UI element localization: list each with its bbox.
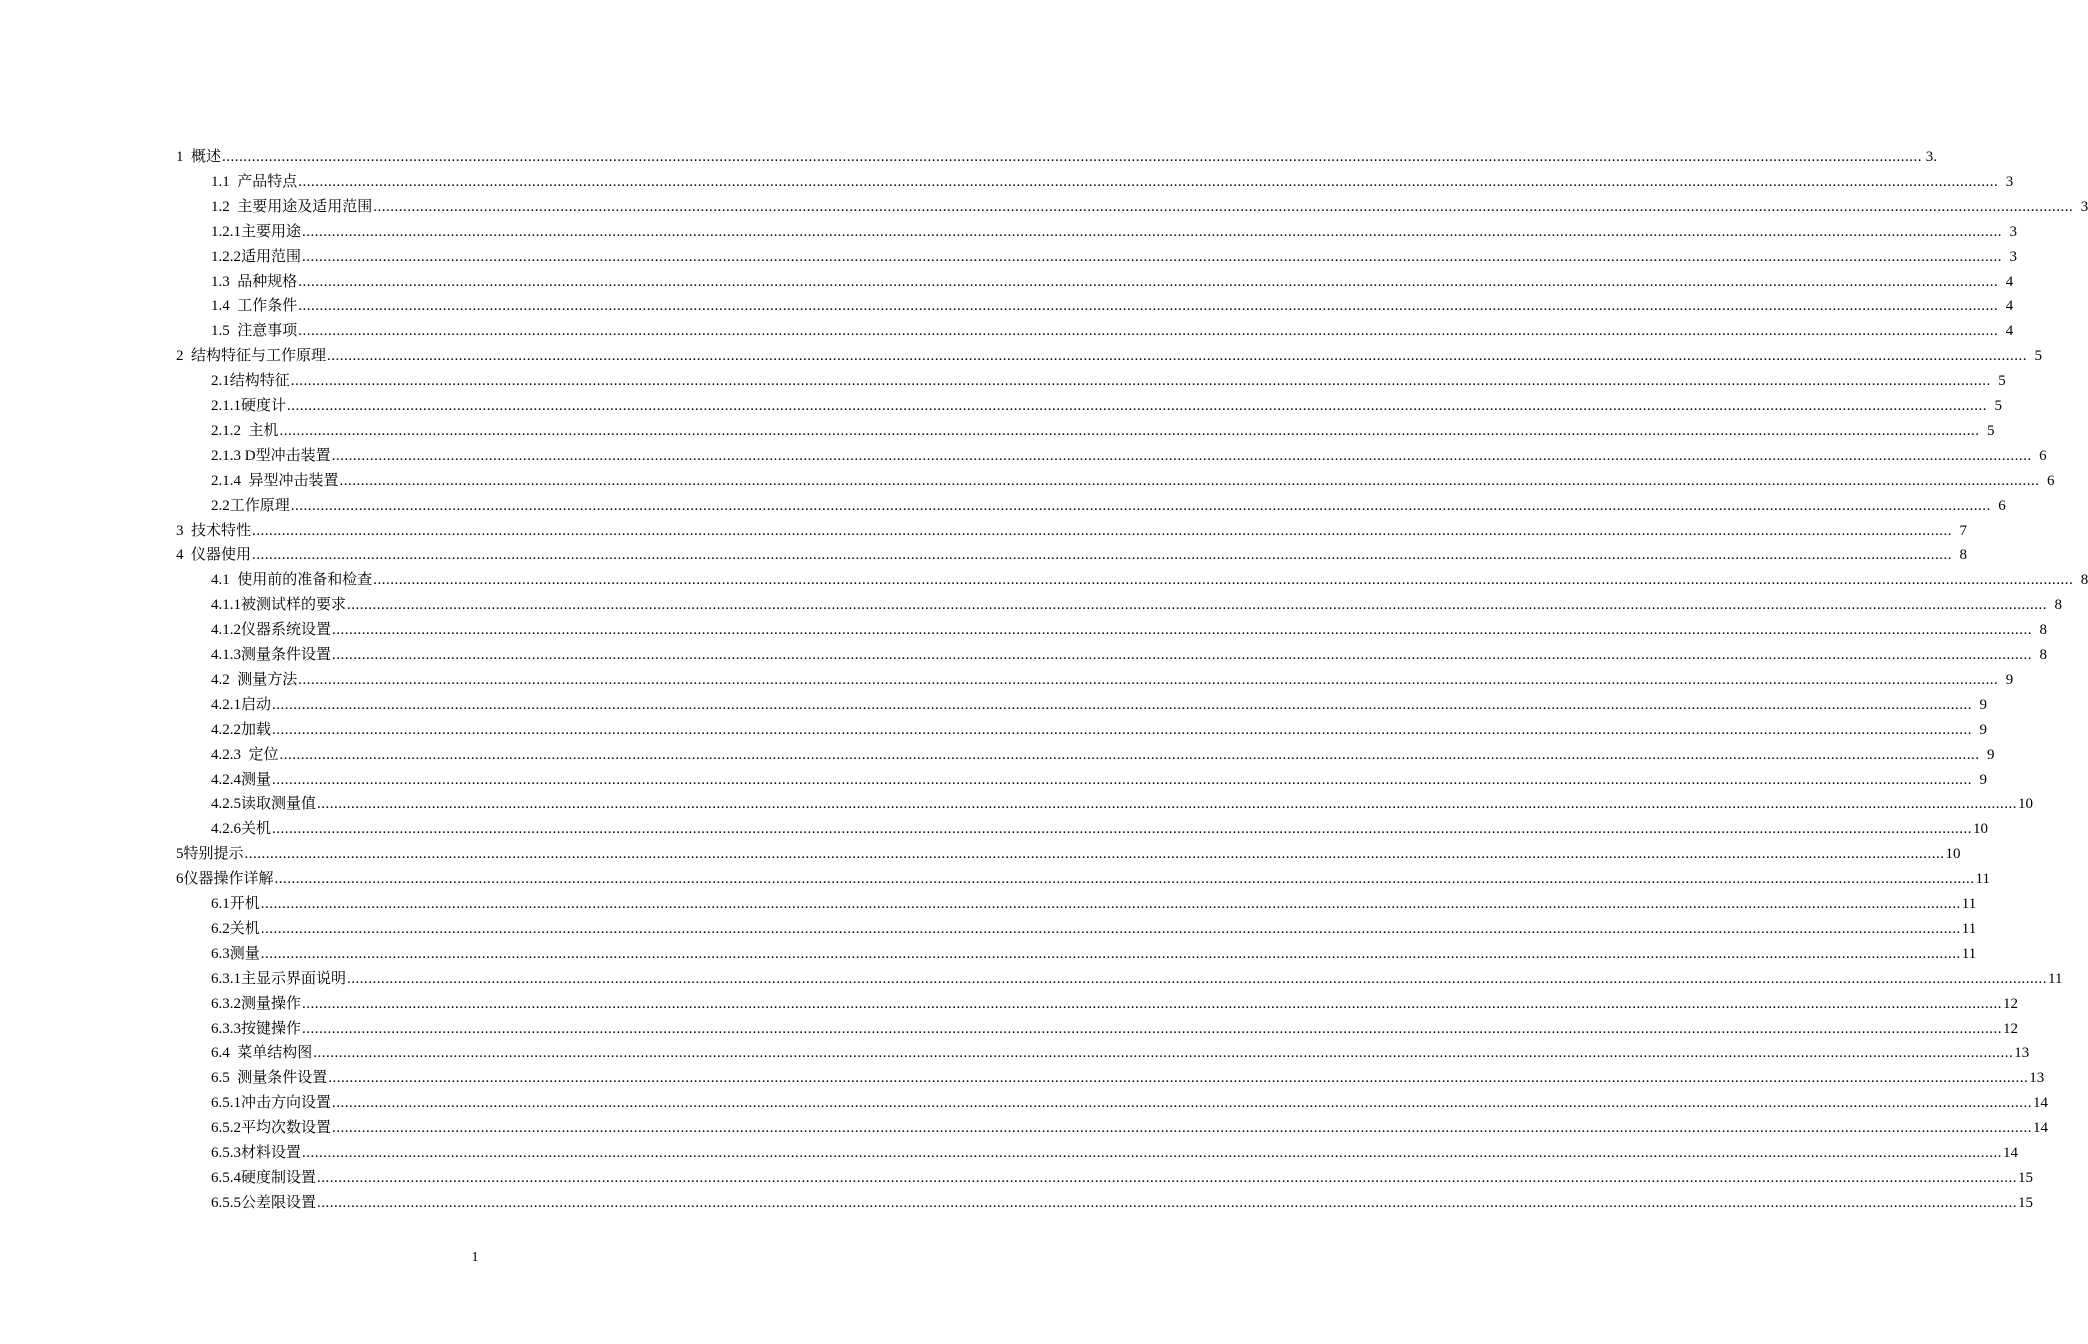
toc-entry[interactable] xyxy=(211,241,2018,266)
toc-entry-title: 2.1.3 D型冲击装置 xyxy=(211,447,331,464)
toc-entry-page: 4 xyxy=(2005,298,2014,315)
toc-entry-page: 14 xyxy=(2033,1120,2049,1137)
toc-entry[interactable] xyxy=(211,739,1995,764)
toc-entry-title: 6.3.2测量操作 xyxy=(211,995,302,1012)
toc-entry[interactable] xyxy=(211,390,2003,415)
toc-entry[interactable] xyxy=(176,340,2043,365)
toc-dot-leader: ................................................................................................................................................................................................................................................................................................................................................................................................................ xyxy=(332,647,2033,663)
toc-dot-leader: ................................................................................................................................................................................................................................................................................................................................................................................................................ xyxy=(347,970,2048,987)
toc-entry-title: 2.1结构特征 xyxy=(211,373,290,390)
toc-entry-page: 8 xyxy=(2080,572,2088,589)
toc-entry-title: 6.5.1冲击方向设置 xyxy=(211,1095,332,1112)
toc-entry-page: 15 xyxy=(2018,1169,2034,1186)
toc-entry-title: 2 结构特征与工作原理 xyxy=(176,348,327,365)
toc-entry-page: 10 xyxy=(2018,796,2034,813)
toc-entry-page: 3 xyxy=(2005,173,2014,190)
toc-entry-page: 9 xyxy=(1987,746,1995,763)
toc-dot-leader: ................................................................................................................................................................................................................................................................................................................................................................................................................ xyxy=(317,796,2018,813)
toc-entry-title: 2.1.1硬度计 xyxy=(211,398,287,414)
toc-dot-leader: ................................................................................................................................................................................................................................................................................................................................................................................................................ xyxy=(302,248,2003,265)
toc-entry-page: 12 xyxy=(2003,995,2019,1012)
toc-entry-title: 1.5 注意事项 xyxy=(211,323,298,340)
toc-entry-page: 13 xyxy=(2014,1045,2030,1062)
toc-dot-leader: ................................................................................................................................................................................................................................................................................................................................................................................................................ xyxy=(373,572,2074,589)
toc-entry[interactable] xyxy=(211,216,2018,241)
toc-entry[interactable] xyxy=(211,888,1977,913)
toc-entry[interactable] xyxy=(211,1087,2049,1112)
toc-entry-title: 6.5 测量条件设置 xyxy=(211,1070,328,1087)
toc-entry-page: 11 xyxy=(1961,920,1977,937)
toc-entry-title: 2.1.2 主机 xyxy=(211,422,279,439)
toc-entry-page: 4 xyxy=(2005,323,2014,340)
toc-entry[interactable] xyxy=(176,515,1968,540)
toc-entry-page: 3. xyxy=(1925,149,1938,165)
toc-entry-title: 5特别提示 xyxy=(176,846,244,863)
toc-dot-leader: ................................................................................................................................................................................................................................................................................................................................................................................................................ xyxy=(287,398,1988,414)
toc-dot-leader: ................................................................................................................................................................................................................................................................................................................................................................................................................ xyxy=(252,547,1953,564)
toc-entry-page: 15 xyxy=(2018,1194,2034,1211)
toc-dot-leader: ................................................................................................................................................................................................................................................................................................................................................................................................................ xyxy=(279,422,1980,439)
toc-entry-page: 14 xyxy=(2003,1145,2019,1161)
toc-entry-title: 4.2.1启动 xyxy=(211,696,272,713)
toc-dot-leader: ................................................................................................................................................................................................................................................................................................................................................................................................................ xyxy=(298,173,1999,190)
toc-entry-page: 3 xyxy=(2009,223,2018,240)
toc-entry-title: 2.1.4 异型冲击装置 xyxy=(211,472,339,489)
toc-entry[interactable] xyxy=(211,963,2063,988)
toc-dot-leader: ................................................................................................................................................................................................................................................................................................................................................................................................................ xyxy=(260,945,1961,962)
toc-entry[interactable] xyxy=(211,813,1989,838)
toc-dot-leader: ................................................................................................................................................................................................................................................................................................................................................................................................................ xyxy=(298,273,1999,290)
toc-entry-page: 8 xyxy=(2039,622,2048,639)
toc-entry[interactable] xyxy=(211,440,2047,465)
toc-entry[interactable] xyxy=(211,664,2014,689)
toc-entry-title: 1.2.1主要用途 xyxy=(211,223,302,240)
toc-entry-title: 4.2.3 定位 xyxy=(211,746,279,763)
toc-entry-title: 6.2关机 xyxy=(211,920,260,937)
toc-entry-title: 4.2.5读取测量值 xyxy=(211,796,317,813)
toc-entry[interactable] xyxy=(211,1037,2030,1062)
toc-entry[interactable] xyxy=(211,1112,2049,1137)
toc-entry-page: 6 xyxy=(2039,447,2047,464)
toc-dot-leader: ................................................................................................................................................................................................................................................................................................................................................................................................................ xyxy=(339,472,2040,489)
toc-dot-leader: ................................................................................................................................................................................................................................................................................................................................................................................................................ xyxy=(373,198,2074,215)
toc-dot-leader: ................................................................................................................................................................................................................................................................................................................................................................................................................ xyxy=(222,149,1923,165)
toc-entry-title: 1 概述 xyxy=(176,149,222,165)
toc-entry-page: 3 xyxy=(2080,198,2088,215)
toc-dot-leader: ................................................................................................................................................................................................................................................................................................................................................................................................................ xyxy=(328,1070,2029,1087)
toc-entry-page: 6 xyxy=(2047,472,2055,489)
toc-entry-page: 11 xyxy=(1961,945,1977,962)
toc-entry[interactable] xyxy=(176,863,1990,888)
toc-entry[interactable] xyxy=(211,1162,2034,1187)
toc-entry-page: 5 xyxy=(1994,398,2003,414)
toc-entry-title: 4.2 测量方法 xyxy=(211,671,298,688)
toc-entry-title: 6.3.3按键操作 xyxy=(211,1020,302,1037)
toc-entry-page: 7 xyxy=(1959,522,1968,539)
toc-dot-leader: ................................................................................................................................................................................................................................................................................................................................................................................................................ xyxy=(244,846,1945,863)
toc-entry-page: 8 xyxy=(2054,597,2063,614)
toc-entry-title: 6.5.5公差限设置 xyxy=(211,1194,317,1211)
toc-entry[interactable] xyxy=(211,166,2014,191)
toc-dot-leader: ................................................................................................................................................................................................................................................................................................................................................................................................................ xyxy=(298,671,1999,688)
toc-entry-page: 6 xyxy=(1998,497,2006,514)
toc-entry-title: 6.5.2平均次数设置 xyxy=(211,1120,332,1137)
toc-dot-leader: ................................................................................................................................................................................................................................................................................................................................................................................................................ xyxy=(290,497,1991,514)
toc-dot-leader: ................................................................................................................................................................................................................................................................................................................................................................................................................ xyxy=(302,995,2003,1012)
toc-entry-page: 10 xyxy=(1945,846,1961,863)
toc-dot-leader: ................................................................................................................................................................................................................................................................................................................................................................................................................ xyxy=(332,622,2033,639)
toc-entry-title: 6.3.1主显示界面说明 xyxy=(211,970,347,987)
toc-dot-leader: ................................................................................................................................................................................................................................................................................................................................................................................................................ xyxy=(302,1020,2003,1037)
toc-dot-leader: ................................................................................................................................................................................................................................................................................................................................................................................................................ xyxy=(327,348,2028,365)
toc-entry-title: 1.2.2适用范围 xyxy=(211,248,302,265)
toc-entry[interactable] xyxy=(211,290,2014,315)
toc-dot-leader: ................................................................................................................................................................................................................................................................................................................................................................................................................ xyxy=(331,447,2032,464)
toc-dot-leader: ................................................................................................................................................................................................................................................................................................................................................................................................................ xyxy=(298,323,1999,340)
toc-entry-page: 9 xyxy=(1979,771,1988,788)
toc-dot-leader: ................................................................................................................................................................................................................................................................................................................................................................................................................ xyxy=(332,1095,2033,1112)
toc-entry-page: 12 xyxy=(2003,1020,2019,1037)
toc-entry[interactable] xyxy=(211,1137,2019,1162)
toc-entry[interactable] xyxy=(211,1013,2019,1038)
toc-entry[interactable] xyxy=(211,415,1995,440)
toc-entry[interactable] xyxy=(211,589,2063,614)
toc-entry-page: 4 xyxy=(2005,273,2014,290)
toc-dot-leader: ................................................................................................................................................................................................................................................................................................................................................................................................................ xyxy=(260,896,1961,912)
toc-entry-title: 2.2工作原理 xyxy=(211,497,290,514)
toc-entry[interactable] xyxy=(211,191,2088,216)
toc-dot-leader: ................................................................................................................................................................................................................................................................................................................................................................................................................ xyxy=(332,1120,2033,1137)
toc-entry-page: 11 xyxy=(2048,970,2063,987)
toc-dot-leader: ................................................................................................................................................................................................................................................................................................................................................................................................................ xyxy=(272,721,1973,738)
toc-entry-page: 9 xyxy=(1979,696,1988,713)
page-number: 1 xyxy=(471,1250,479,1265)
toc-entry-page: 8 xyxy=(2039,647,2048,663)
toc-entry[interactable] xyxy=(211,1187,2034,1212)
toc-entry-page: 13 xyxy=(2029,1070,2045,1087)
toc-entry-page: 11 xyxy=(1961,896,1977,912)
toc-entry[interactable] xyxy=(211,465,2055,490)
toc-entry[interactable] xyxy=(211,266,2014,291)
toc-entry[interactable] xyxy=(211,788,2034,813)
toc-entry[interactable] xyxy=(211,639,2048,664)
toc-entry[interactable] xyxy=(211,490,2006,515)
toc-entry[interactable] xyxy=(211,913,1977,938)
toc-dot-leader: ................................................................................................................................................................................................................................................................................................................................................................................................................ xyxy=(272,696,1973,713)
toc-dot-leader: ................................................................................................................................................................................................................................................................................................................................................................................................................ xyxy=(274,871,1975,888)
toc-dot-leader: ................................................................................................................................................................................................................................................................................................................................................................................................................ xyxy=(347,597,2048,614)
toc-entry-title: 6.5.4硬度制设置 xyxy=(211,1169,317,1186)
toc-entry-title: 6.4 菜单结构图 xyxy=(211,1045,313,1062)
toc-entry-page: 9 xyxy=(1979,721,1988,738)
toc-entry-title: 4.2.2加载 xyxy=(211,721,272,738)
toc-entry[interactable] xyxy=(211,1062,2045,1087)
toc-entry-title: 4.1.3测量条件设置 xyxy=(211,647,332,663)
toc-dot-leader: ................................................................................................................................................................................................................................................................................................................................................................................................................ xyxy=(279,746,1980,763)
toc-entry-title: 6.1开机 xyxy=(211,896,260,912)
toc-entry-title: 4.1 使用前的准备和检查 xyxy=(211,572,373,589)
toc-entry-title: 4.2.4测量 xyxy=(211,771,272,788)
toc-dot-leader: ................................................................................................................................................................................................................................................................................................................................................................................................................ xyxy=(302,223,2003,240)
toc-entry-title: 6.3测量 xyxy=(211,945,260,962)
toc-entry[interactable] xyxy=(211,564,2088,589)
toc-entry-page: 3 xyxy=(2009,248,2018,265)
toc-entry-page: 11 xyxy=(1975,871,1990,888)
toc-dot-leader: ................................................................................................................................................................................................................................................................................................................................................................................................................ xyxy=(298,298,1999,315)
toc-entry-page: 5 xyxy=(2034,348,2043,365)
toc-entry-title: 4.1.1被测试样的要求 xyxy=(211,597,347,614)
toc-entry[interactable] xyxy=(176,838,1961,863)
toc-entry-title: 3 技术特性 xyxy=(176,522,252,539)
toc-entry-title: 4.1.2仪器系统设置 xyxy=(211,622,332,639)
toc-entry-title: 1.2 主要用途及适用范围 xyxy=(211,198,373,215)
toc-entry-title: 1.4 工作条件 xyxy=(211,298,298,315)
toc-dot-leader: ................................................................................................................................................................................................................................................................................................................................................................................................................ xyxy=(272,821,1973,838)
toc-entry[interactable] xyxy=(211,689,1988,714)
toc-entry[interactable] xyxy=(176,539,1968,564)
toc-dot-leader: ................................................................................................................................................................................................................................................................................................................................................................................................................ xyxy=(317,1169,2018,1186)
toc-entry-page: 10 xyxy=(1973,821,1989,838)
toc-dot-leader: ................................................................................................................................................................................................................................................................................................................................................................................................................ xyxy=(317,1194,2018,1211)
toc-entry-page: 5 xyxy=(1998,373,2006,390)
toc-dot-leader: ................................................................................................................................................................................................................................................................................................................................................................................................................ xyxy=(272,771,1973,788)
toc-entry-title: 4.2.6关机 xyxy=(211,821,272,838)
toc-entry-title: 6.5.3材料设置 xyxy=(211,1145,302,1161)
toc-entry-title: 1.3 品种规格 xyxy=(211,273,298,290)
toc-entry[interactable] xyxy=(176,141,1938,166)
toc-entry[interactable] xyxy=(211,714,1988,739)
toc-entry-title: 1.1 产品特点 xyxy=(211,173,298,190)
toc-entry-page: 14 xyxy=(2033,1095,2049,1112)
toc-entry-page: 5 xyxy=(1987,422,1995,439)
toc-dot-leader: ................................................................................................................................................................................................................................................................................................................................................................................................................ xyxy=(290,373,1991,390)
toc-dot-leader: ................................................................................................................................................................................................................................................................................................................................................................................................................ xyxy=(313,1045,2014,1062)
toc-dot-leader: ................................................................................................................................................................................................................................................................................................................................................................................................................ xyxy=(302,1145,2003,1161)
toc-entry-title: 4 仪器使用 xyxy=(176,547,252,564)
toc-entry-page: 9 xyxy=(2005,671,2014,688)
toc-entry[interactable] xyxy=(211,315,2014,340)
toc-dot-leader: ................................................................................................................................................................................................................................................................................................................................................................................................................ xyxy=(252,522,1953,539)
toc-entry[interactable] xyxy=(211,988,2019,1013)
toc-entry-title: 6仪器操作详解 xyxy=(176,871,274,888)
toc-dot-leader: ................................................................................................................................................................................................................................................................................................................................................................................................................ xyxy=(260,920,1961,937)
toc-entry[interactable] xyxy=(211,614,2048,639)
toc-entry[interactable] xyxy=(211,365,2006,390)
toc-entry-page: 8 xyxy=(1959,547,1968,564)
toc-entry[interactable] xyxy=(211,764,1988,789)
toc-entry[interactable] xyxy=(211,938,1977,963)
